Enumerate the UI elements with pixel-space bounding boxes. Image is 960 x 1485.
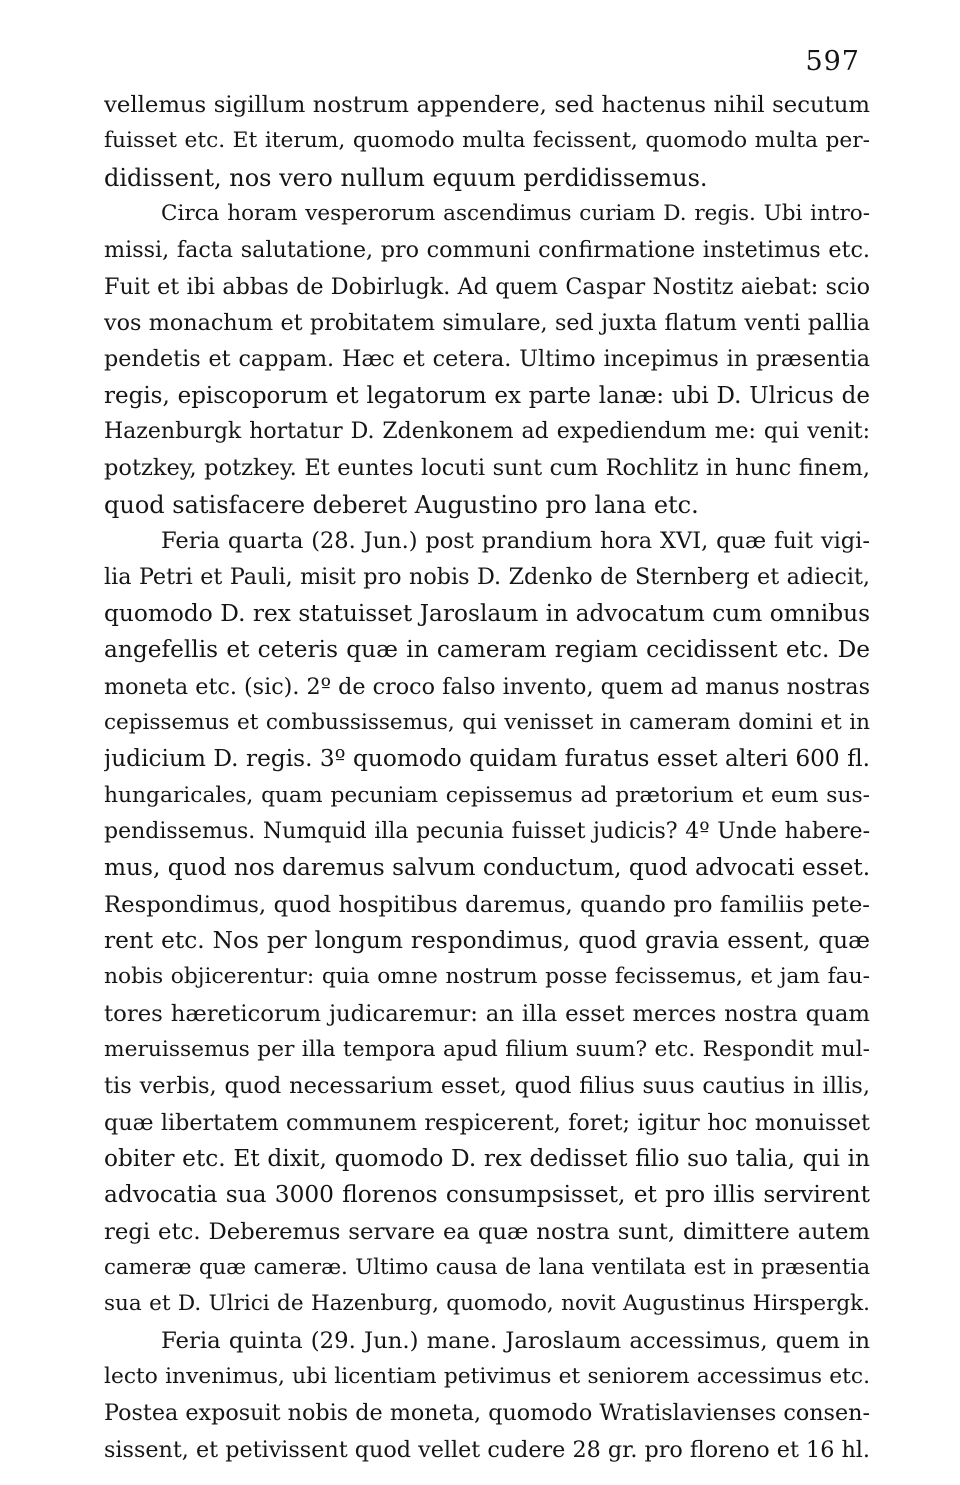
text-line: quomodo D. rex statuisset Jaroslaum in advocatum cum omnibus [104,599,870,627]
text-line: didissent, nos vero nullum equum perdidissemus. [104,163,708,192]
text-line: lia Petri et Pauli, misit pro nobis D. Zdenko de Sternberg et adiecit, [104,564,870,591]
text-line: vellemus sigillum nostrum appendere, sed hactenus nihil secutum [104,92,870,118]
text-line: vos monachum et probitatem simulare, sed juxta flatum venti pallia [104,310,870,337]
text-line: missi, facta salutatione, pro communi confirmatione instetimus etc. [104,237,870,264]
text-line: potzkey, potzkey. Et euntes locuti sunt cum Rochlitz in hunc finem, [104,455,870,482]
text-line: Hazenburgk hortatur D. Zdenkonem ad expediendum me: qui venit: [104,419,870,445]
text-line: advocatia sua 3000 florenos consumpsisset, et pro illis servirent [104,1181,870,1209]
page-number: 597 [805,46,860,77]
text-line: lecto invenimus, ubi licentiam petivimus et seniorem accessimus etc. [104,1364,870,1390]
text-line: angefellis et ceteris quæ in cameram regiam cecidissent etc. De [104,636,870,664]
text-line: regis, episcoporum et legatorum ex parte lanæ: ubi D. Ulricus de [104,382,870,409]
text-line: Fuit et ibi abbas de Dobirlugk. Ad quem Caspar Nostitz aiebat: scio [104,273,870,300]
text-line: quod satisfacere deberet Augustino pro lana etc. [104,490,699,519]
text-line: Feria quarta (28. Jun.) post prandium hora XVI, quæ fuit vigi- [161,528,870,555]
text-line: tis verbis, quod necessarium esset, quod filius suus cautius in illis, [104,1073,870,1100]
text-line: regi etc. Deberemus servare ea quæ nostra sunt, dimittere autem [104,1218,870,1245]
text-line: hungaricales, quam pecuniam cepissemus ad prætorium et eum sus- [104,782,870,808]
text-line: Circa horam vesperorum ascendimus curiam D. regis. Ubi intro- [161,201,870,227]
text-line: nobis objicerentur: quia omne nostrum posse fecissemus, et jam fau- [104,964,870,990]
text-line: rent etc. Nos per longum respondimus, quod gravia essent, quæ [104,926,870,954]
text-line: Feria quinta (29. Jun.) mane. Jaroslaum accessimus, quem in [161,1327,870,1354]
text-line: quæ libertatem communem respicerent, foret; igitur hoc monuisset [104,1109,870,1136]
text-line: cameræ quæ cameræ. Ultimo causa de lana ventilata est in præsentia [104,1255,870,1280]
body-text [104,87,870,1468]
text-line: sua et D. Ulrici de Hazenburg, quomodo, novit Augustinus Hirspergk. [104,1291,870,1317]
text-line: tores hæreticorum judicaremur: an illa esset merces nostra quam [104,1000,870,1027]
text-line: judicium D. regis. 3º quomodo quidam furatus esset alteri 600 fl. [104,745,870,773]
text-line: moneta etc. (sic). 2º de croco falso invento, quem ad manus nostras [104,673,870,700]
text-line: sissent, et petivissent quod vellet cudere 28 gr. pro floreno et 16 hl. [104,1436,870,1463]
text-line: Postea exposuit nobis de moneta, quomodo Wratislavienses consen- [104,1400,870,1427]
text-line: obiter etc. Et dixit, quomodo D. rex dedisset filio suo talia, qui in [104,1144,870,1172]
text-line: mus, quod nos daremus salvum conductum, quod advocati esset. [104,854,870,882]
text-line: fuisset etc. Et iterum, quomodo multa fecissent, quomodo multa per- [104,128,870,154]
text-line: pendetis et cappam. Hæc et cetera. Ultimo incepimus in præsentia [104,346,870,373]
text-line: Respondimus, quod hospitibus daremus, quando pro familiis pete- [104,891,870,918]
text-line: pendissemus. Numquid illa pecunia fuisset judicis? 4º Unde habere- [104,818,870,844]
text-line: cepissemus et combussissemus, qui venisset in cameram domini et in [104,709,870,735]
text-line: meruissemus per illa tempora apud filium suum? etc. Respondit mul- [104,1036,870,1062]
